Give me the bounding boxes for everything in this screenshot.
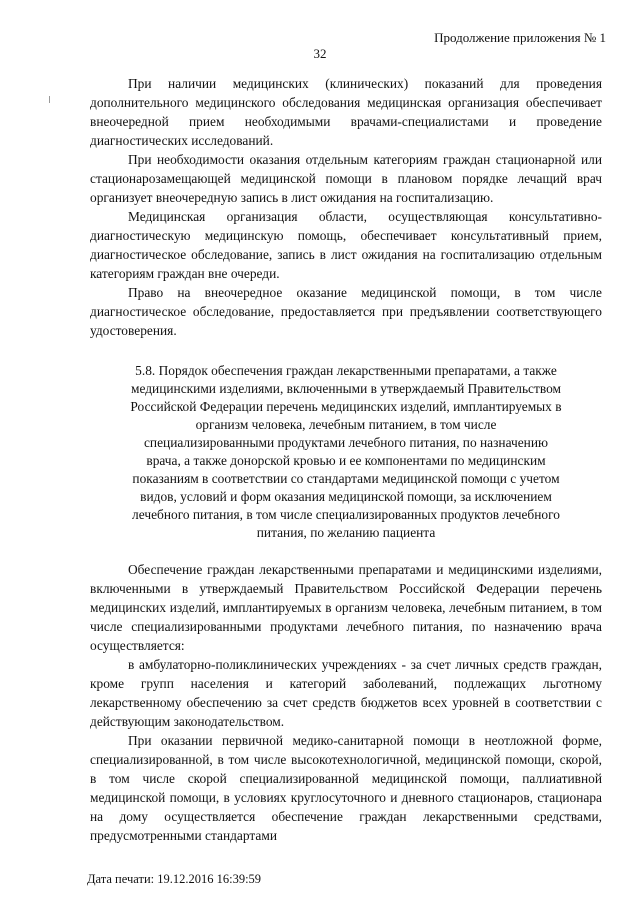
paragraph: Медицинская организация области, осуществляющая консультативно-диагностическую медицинскую помощь, обеспечивает консультативный прием, диагностическое обследование, запись в лист ожидания на госпитализацию отдельным категориям граждан вне очереди. [90, 209, 602, 281]
print-date-footer: Дата печати: 19.12.2016 16:39:59 [87, 872, 262, 886]
paragraph: При необходимости оказания отдельным категориям граждан стационарной или стационарозамещающей медицинской помощи в плановом порядке лечащий врач организует внеочередную запись в лист ожидания на госпитализацию. [90, 152, 602, 205]
paragraph: Право на внеочередное оказание медицинской помощи, в том числе диагностическое обследование, предоставляется при предъявлении соответствующего удостоверения. [90, 285, 602, 338]
document-body [90, 74, 602, 845]
paragraph: При наличии медицинских (клинических) показаний для проведения дополнительного медицинского обследования медицинская организация обеспечивает внеочередной прием необходимыми врачами-специалистами и проведение диагностических исследований. [90, 76, 602, 148]
section-heading: 5.8. Порядок обеспечения граждан лекарственными препаратами, а также медицинскими изделиями, включенными в утверждаемый Правительством Российской Федерации перечень медицинских изделий, имплантируемых в организм человека, лечебным питанием, в том числе специализированными продуктами лечебного питания, по назначению врача, а также донорской кровью и ее компонентами по медицинским показаниям в соответствии со стандартами медицинской помощи с учетом видов, условий и форм оказания медицинской помощи, за исключением лечебного питания, в том числе специализированных продуктов лечебного питания, по желанию пациента [130, 363, 562, 540]
margin-mark [49, 96, 50, 103]
paragraph: в амбулаторно-поликлинических учреждениях - за счет личных средств граждан, кроме групп населения и категорий заболеваний, подлежащих льготному лекарственному обеспечению за счет средств бюджетов всех уровней в соответствии с действующим законодательством. [90, 657, 602, 729]
paragraph: При оказании первичной медико-санитарной помощи в неотложной форме, специализированной, в том числе высокотехнологичной, медицинской помощи, скорой, в том числе скорой специализированной медицинской помощи, паллиативной медицинской помощи, в условиях круглосуточного и дневного стационаров, стационара на дому осуществляется обеспечение граждан лекарственными средствами, предусмотренными стандартами [90, 733, 602, 843]
page-number: 32 [313, 46, 327, 61]
paragraph: Обеспечение граждан лекарственными препаратами и медицинскими изделиями, включенными в утверждаемый Правительством Российской Федерации перечень медицинских изделий, имплантируемых в организм человека, лечебным питанием, в том числе специализированными продуктами лечебного питания, по назначению врача осуществляется: [90, 562, 602, 653]
appendix-continuation-header: Продолжение приложения № 1 [434, 30, 606, 45]
